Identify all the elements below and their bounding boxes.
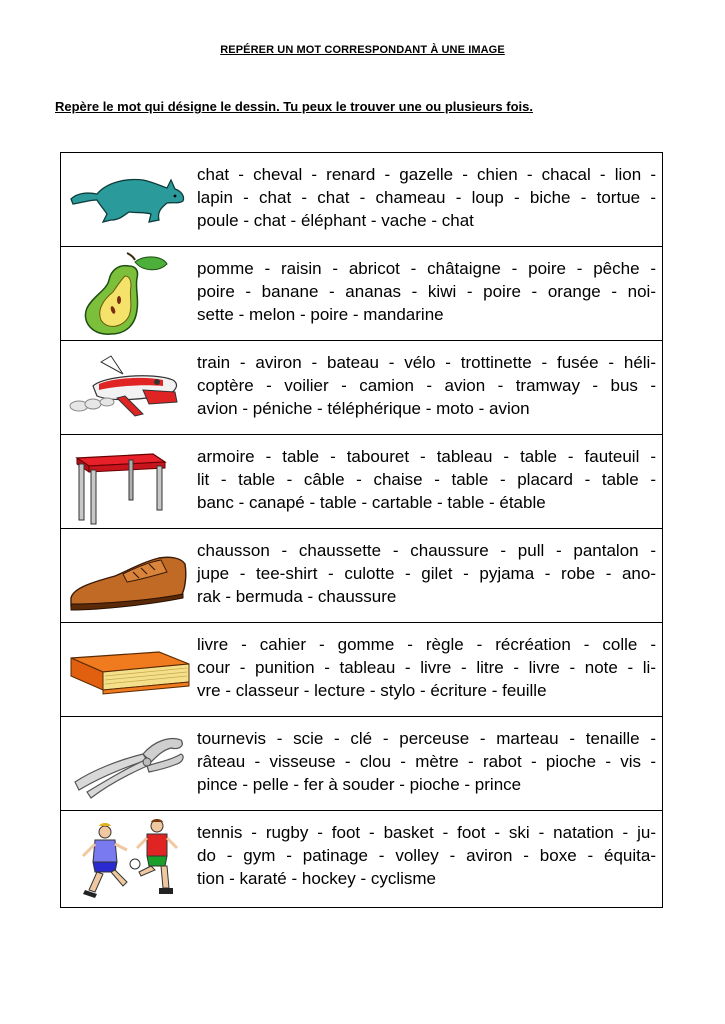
pear-icon (63, 250, 191, 338)
airplane-icon (63, 344, 191, 432)
exercise-row-airplane (61, 341, 662, 435)
word-line: poire - banane - ananas - kiwi - poire - orange - noi- (197, 282, 656, 301)
word-line: vre - classeur - lecture - stylo - écriture - feuille (197, 681, 547, 700)
word-line: coptère - voilier - camion - avion - tramway - bus - (197, 376, 656, 395)
cat-icon (63, 156, 191, 244)
word-list (197, 257, 656, 326)
word-line: lit - table - câble - chaise - table - placard - table - (197, 470, 656, 489)
shoe-icon (63, 532, 191, 620)
exercise-table (60, 152, 663, 908)
word-line: sette - melon - poire - mandarine (197, 305, 444, 324)
word-line: râteau - visseuse - clou - mètre - rabot - pioche - vis - (197, 752, 656, 771)
word-line: avion - péniche - téléphérique - moto - avion (197, 399, 530, 418)
word-line: pince - pelle - fer à souder - pioche - prince (197, 775, 522, 794)
word-line: pomme - raisin - abricot - châtaigne - poire - pêche - (197, 259, 656, 278)
word-line: tournevis - scie - clé - perceuse - marteau - tenaille - (197, 729, 656, 748)
exercise-row-table (61, 435, 662, 529)
word-list (197, 351, 656, 420)
exercise-row-shoe (61, 529, 662, 623)
word-list (197, 445, 656, 514)
word-line: armoire - table - tabouret - tableau - table - fauteuil - (197, 447, 656, 466)
word-line: chat - cheval - renard - gazelle - chien - chacal - lion - (197, 165, 656, 184)
exercise-row-pear (61, 247, 662, 341)
word-line: rak - bermuda - chaussure (197, 587, 397, 606)
word-line: cour - punition - tableau - livre - litre - livre - note - li- (197, 658, 656, 677)
pliers-icon (63, 720, 191, 808)
word-line: chausson - chaussette - chaussure - pull - pantalon - (197, 541, 656, 560)
word-line: jupe - tee-shirt - culotte - gilet - pyjama - robe - ano- (197, 564, 656, 583)
word-line: banc - canapé - table - cartable - table - étable (197, 493, 546, 512)
exercise-row-book (61, 623, 662, 717)
book-icon (63, 626, 191, 714)
instruction: Repère le mot qui désigne le dessin. Tu peux le trouver une ou plusieurs fois. (55, 99, 533, 114)
word-list (197, 163, 656, 232)
word-line: tion - karaté - hockey - cyclisme (197, 869, 437, 888)
table-icon (63, 438, 191, 526)
word-line: train - aviron - bateau - vélo - trottinette - fusée - héli- (197, 353, 656, 372)
exercise-row-football (61, 811, 662, 907)
word-line: poule - chat - éléphant - vache - chat (197, 211, 474, 230)
word-line: livre - cahier - gomme - règle - récréation - colle - (197, 635, 656, 654)
word-line: tennis - rugby - foot - basket - foot - ski - natation - ju- (197, 823, 656, 842)
page-title: REPÉRER UN MOT CORRESPONDANT À UNE IMAGE (220, 44, 505, 56)
word-list (197, 633, 656, 702)
word-list (197, 821, 656, 890)
football-players-icon (63, 814, 191, 902)
word-line: lapin - chat - chat - chameau - loup - biche - tortue - (197, 188, 656, 207)
exercise-row-pliers (61, 717, 662, 811)
exercise-row-cat (61, 153, 662, 247)
word-list (197, 727, 656, 796)
word-line: do - gym - patinage - volley - aviron - boxe - équita- (197, 846, 656, 865)
word-list (197, 539, 656, 608)
